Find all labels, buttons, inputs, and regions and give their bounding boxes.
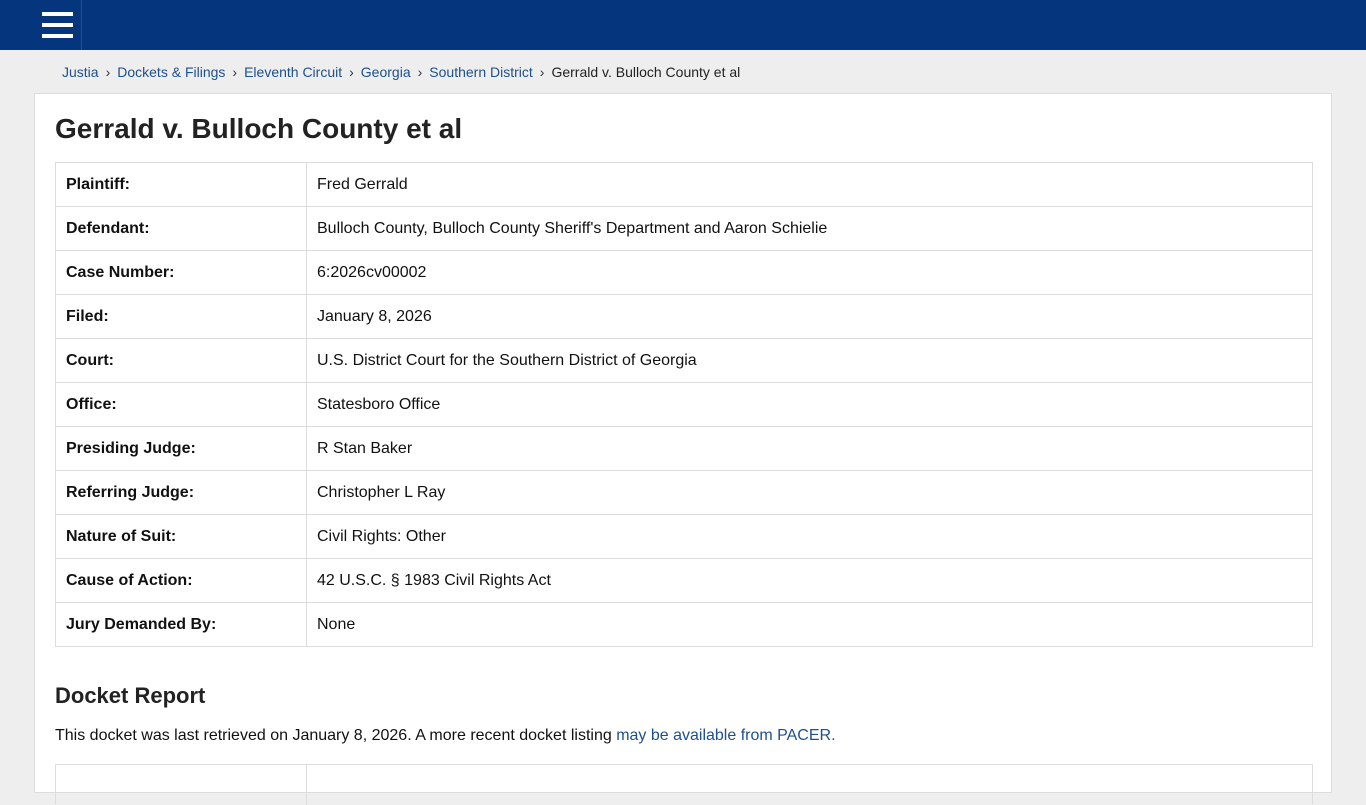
pacer-link[interactable]: may be available from PACER. bbox=[616, 727, 836, 744]
docket-entries-table bbox=[55, 764, 1313, 804]
field-label-filed: Filed: bbox=[56, 295, 307, 339]
table-row bbox=[56, 339, 1313, 383]
case-info-table bbox=[55, 162, 1313, 647]
field-label-cause-of-action: Cause of Action: bbox=[56, 559, 307, 603]
table-row bbox=[56, 251, 1313, 295]
breadcrumb-link-southern-district[interactable]: Southern District bbox=[429, 64, 533, 80]
breadcrumb-separator: › bbox=[539, 64, 545, 80]
breadcrumb bbox=[62, 63, 740, 81]
top-navigation-bar bbox=[0, 0, 1366, 50]
field-value-nature-of-suit: Civil Rights: Other bbox=[307, 515, 1313, 559]
field-label-nature-of-suit: Nature of Suit: bbox=[56, 515, 307, 559]
breadcrumb-separator: › bbox=[105, 64, 111, 80]
field-label-office: Office: bbox=[56, 383, 307, 427]
field-label-presiding-judge: Presiding Judge: bbox=[56, 427, 307, 471]
field-label-defendant: Defendant: bbox=[56, 207, 307, 251]
breadcrumb-separator: › bbox=[232, 64, 238, 80]
menu-button[interactable] bbox=[34, 0, 82, 50]
breadcrumb-separator: › bbox=[349, 64, 354, 80]
field-value-cause-of-action: 42 U.S.C. § 1983 Civil Rights Act bbox=[307, 559, 1313, 603]
field-value-case-number: 6:2026cv00002 bbox=[307, 251, 1313, 295]
field-label-court: Court: bbox=[56, 339, 307, 383]
docket-report-heading: Docket Report bbox=[55, 683, 206, 708]
field-label-jury-demanded-by: Jury Demanded By: bbox=[56, 603, 307, 647]
field-value-office: Statesboro Office bbox=[307, 383, 1313, 427]
field-value-court: U.S. District Court for the Southern District of Georgia bbox=[307, 339, 1313, 383]
page-title: Gerrald v. Bulloch County et al bbox=[55, 113, 463, 144]
table-row bbox=[56, 471, 1313, 515]
table-row bbox=[56, 427, 1313, 471]
field-label-case-number: Case Number: bbox=[56, 251, 307, 295]
case-card bbox=[34, 93, 1332, 793]
table-row bbox=[56, 163, 1313, 207]
breadcrumb-link-justia[interactable]: Justia bbox=[62, 64, 99, 80]
field-label-plaintiff: Plaintiff: bbox=[56, 163, 307, 207]
field-value-defendant: Bulloch County, Bulloch County Sheriff's Department and Aaron Schielie bbox=[307, 207, 1313, 251]
table-row bbox=[56, 383, 1313, 427]
breadcrumb-current: Gerrald v. Bulloch County et al bbox=[551, 64, 741, 80]
field-value-presiding-judge: R Stan Baker bbox=[307, 427, 1313, 471]
breadcrumb-separator: › bbox=[417, 64, 423, 80]
docket-retrieved-notice bbox=[55, 727, 836, 745]
field-value-plaintiff: Fred Gerrald bbox=[307, 163, 1313, 207]
field-value-referring-judge: Christopher L Ray bbox=[307, 471, 1313, 515]
table-column-divider bbox=[306, 765, 307, 805]
breadcrumb-link-dockets-filings[interactable]: Dockets & Filings bbox=[117, 64, 226, 80]
field-value-jury-demanded-by: None bbox=[307, 603, 1313, 647]
breadcrumb-link-georgia[interactable]: Georgia bbox=[360, 64, 411, 80]
table-row bbox=[56, 559, 1313, 603]
table-row bbox=[56, 603, 1313, 647]
table-row bbox=[56, 515, 1313, 559]
breadcrumb-link-eleventh-circuit[interactable]: Eleventh Circuit bbox=[244, 64, 343, 80]
field-label-referring-judge: Referring Judge: bbox=[56, 471, 307, 515]
docket-retrieved-text: This docket was last retrieved on January 8, 2026. A more recent docket listing bbox=[55, 727, 617, 744]
table-row bbox=[56, 207, 1313, 251]
field-value-filed: January 8, 2026 bbox=[307, 295, 1313, 339]
table-row bbox=[56, 295, 1313, 339]
